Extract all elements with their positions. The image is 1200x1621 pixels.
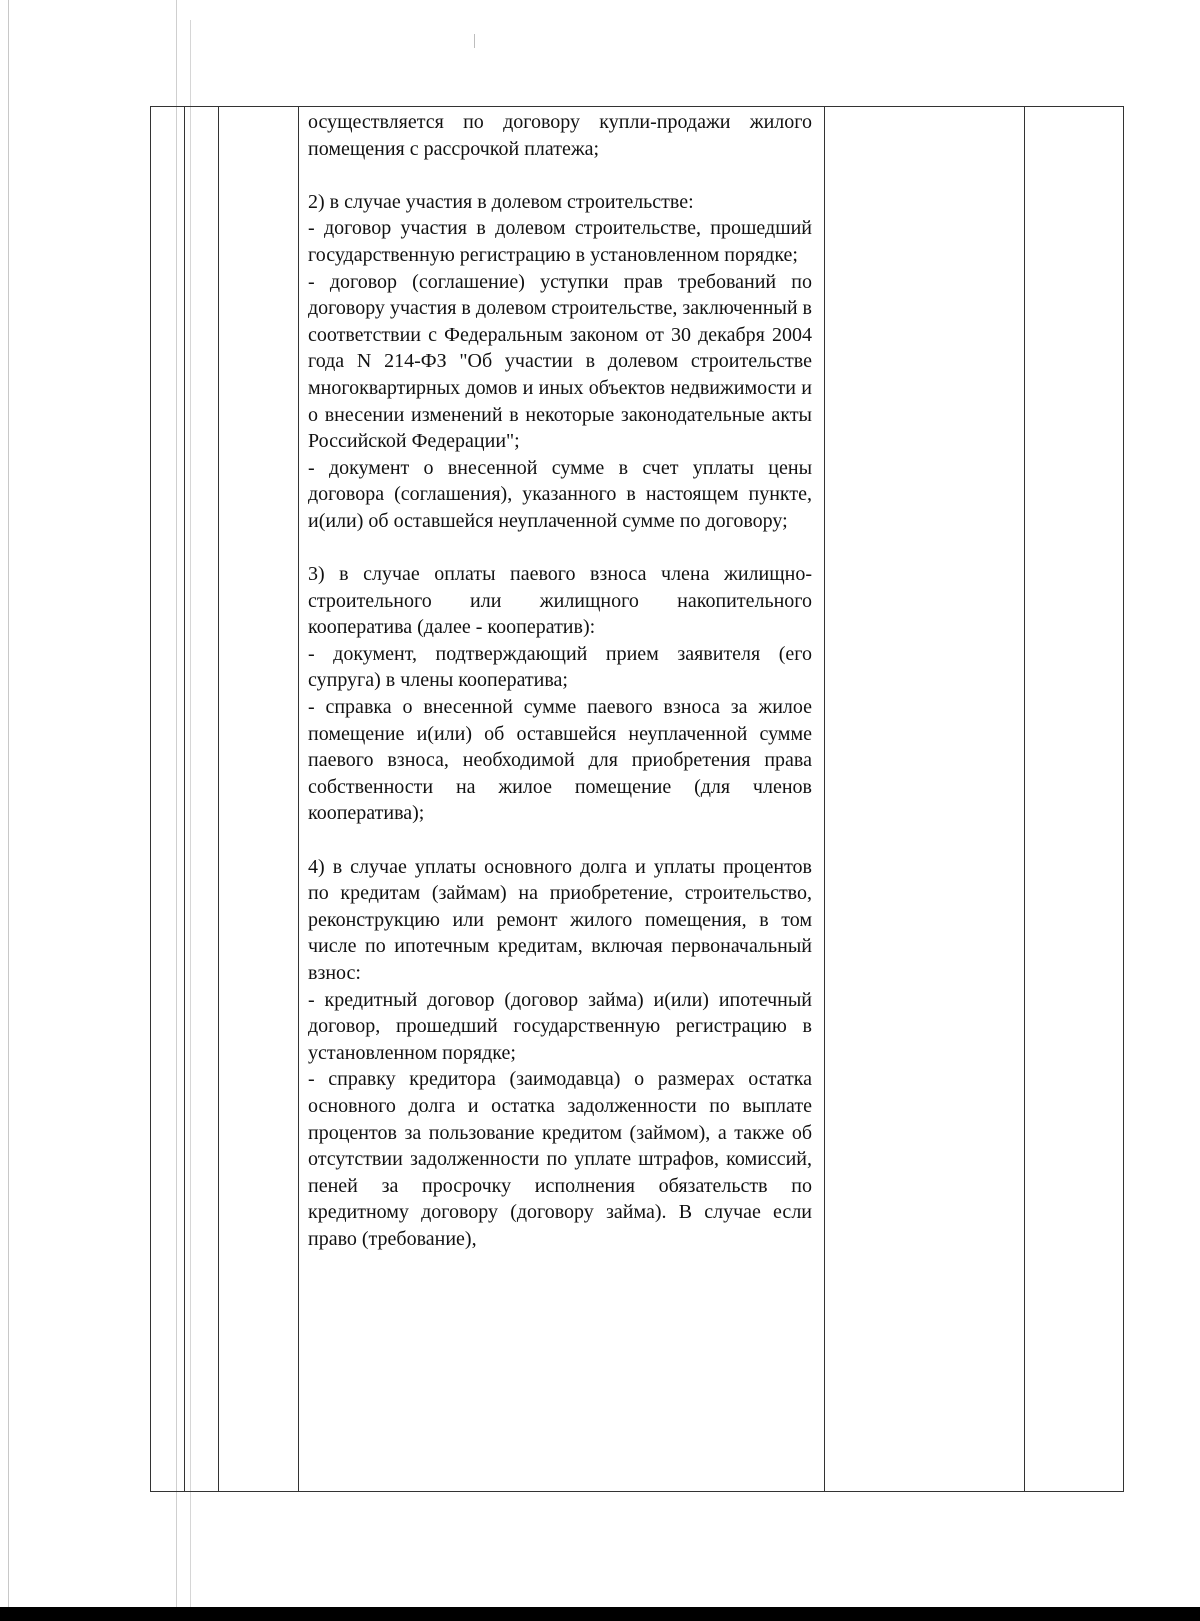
document-paragraph: - кредитный договор (договор займа) и(или) ипотечный договор, прошедший государственную регистрацию в установленном порядке; [308,988,812,1064]
scan-artifact-tick [474,34,475,48]
document-paragraph: - договор участия в долевом строительстве, прошедший государственную регистрацию в установленном порядке; [308,217,812,266]
document-paragraph: 4) в случае уплаты основного долга и уплаты процентов по кредитам (займам) на приобретение, строительство, реконструкцию или ремонт жилого помещения, в том числе по ипотечным кредитам, включая первоначальный взнос: [308,855,812,984]
document-list-cell [308,109,812,1253]
scan-artifact-line [8,0,9,1621]
table-column-divider [184,107,185,1491]
document-paragraph: 3) в случае оплаты паевого взноса члена жилищно-строительного или жилищного накопительного кооператива (далее - кооператив): [308,563,812,639]
document-paragraph: - справка о внесенной сумме паевого взноса за жилое помещение и(или) об оставшейся неуплаченной сумме паевого взноса, необходимой для приобретения права собственности на жилое помещение (для членов кооператива); [308,696,812,825]
table-column-divider [1024,107,1025,1491]
table-column-divider [824,107,825,1491]
document-paragraph: - справку кредитора (заимодавца) о размерах остатка основного долга и остатка задолженности по выплате процентов за пользование кредитом (займом), а также об отсутствии задолженности по уплате штрафов, комиссий, пеней за просрочку исполнения обязательств по кредитному договору (договору займа). В случае если право (требование), [308,1068,812,1250]
document-paragraph: осуществляется по договору купли-продажи жилого помещения с рассрочкой платежа; [308,111,812,160]
document-paragraph: - договор (соглашение) уступки прав требований по договору участия в долевом строительстве, заключенный в соответствии с Федеральным законом от 30 декабря 2004 года N 214-ФЗ "Об участии в долевом строительстве многоквартирных домов и иных объектов недвижимости и о внесении изменений в некоторые законодательные акты Российской Федерации"; [308,270,812,453]
scan-bottom-edge [0,1607,1200,1621]
requirements-table [150,106,1124,1492]
document-paragraph: - документ о внесенной сумме в счет уплаты цены договора (соглашения), указанного в настоящем пункте, и(или) об оставшейся неуплаченной сумме по договору; [308,456,812,532]
document-paragraph: - документ, подтверждающий прием заявителя (его супруга) в члены кооператива; [308,642,812,692]
document-paragraph: 2) в случае участия в долевом строительстве: [308,190,694,213]
table-column-divider [298,107,299,1491]
table-column-divider [218,107,219,1491]
